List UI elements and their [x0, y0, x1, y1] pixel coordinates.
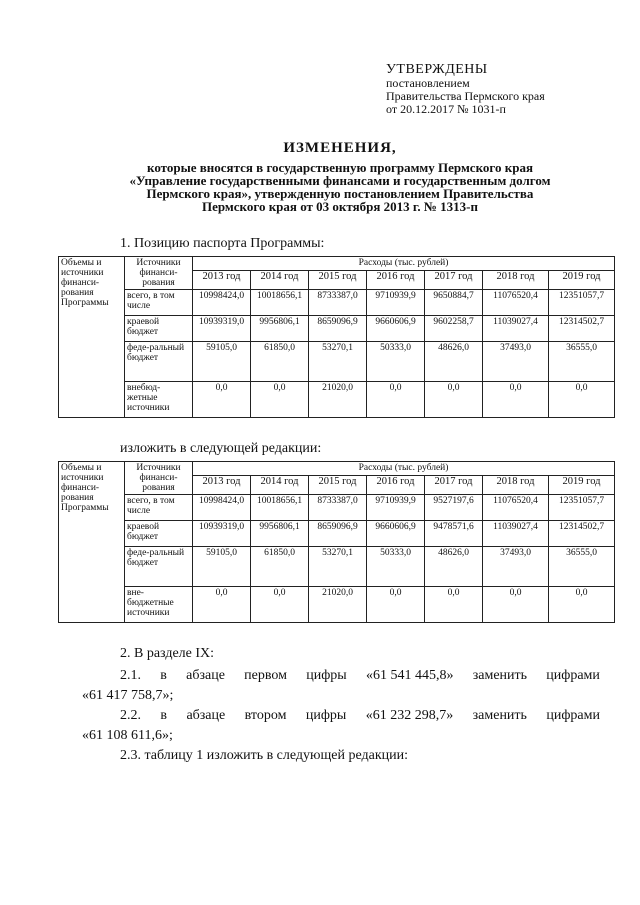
source-label: краевой бюджет — [125, 521, 193, 547]
value-cell: 9650884,7 — [425, 290, 483, 316]
value-cell: 10018656,1 — [251, 495, 309, 521]
year-header: 2014 год — [251, 476, 309, 495]
value-cell: 8733387,0 — [309, 495, 367, 521]
table-row — [59, 382, 615, 418]
year-header: 2013 год — [193, 271, 251, 290]
value-cell: 21020,0 — [309, 587, 367, 623]
word: цифры — [306, 668, 347, 683]
value-cell: 36555,0 — [549, 547, 615, 587]
value-cell: 9660606,9 — [367, 316, 425, 342]
value-cell: 53270,1 — [309, 547, 367, 587]
item-2-2-continued: «61 108 611,6»; — [82, 728, 173, 743]
year-header: 2017 год — [425, 476, 483, 495]
value-cell: 0,0 — [193, 382, 251, 418]
year-header: 2018 год — [483, 476, 549, 495]
subtitle-line: Пермского края от 03 октября 2013 г. № 1313-п — [202, 199, 478, 214]
word: «61 232 298,7» — [365, 708, 454, 723]
word: цифры — [305, 708, 347, 723]
value-cell: 0,0 — [483, 382, 549, 418]
value-cell: 9527197,6 — [425, 495, 483, 521]
year-header: 2018 год — [483, 271, 549, 290]
word: цифрами — [546, 668, 600, 683]
item-2-1-continued: «61 417 758,7»; — [82, 688, 174, 703]
sources-header: Источники финанси-рования — [125, 257, 193, 290]
table-row — [59, 495, 615, 521]
word: заменить — [472, 668, 528, 683]
word: в — [160, 668, 167, 683]
passport-table-new — [58, 461, 615, 623]
value-cell: 0,0 — [549, 382, 615, 418]
expenses-header: Расходы (тыс. рублей) — [193, 462, 615, 476]
word: заменить — [472, 708, 527, 723]
year-header: 2017 год — [425, 271, 483, 290]
subtitle-line: Пермского края», утвержденную постановлением Правительства — [146, 186, 534, 201]
table-row — [59, 290, 615, 316]
value-cell: 21020,0 — [309, 382, 367, 418]
value-cell: 59105,0 — [193, 342, 251, 382]
word: абзаце — [186, 708, 226, 723]
expenses-header: Расходы (тыс. рублей) — [193, 257, 615, 271]
value-cell: 0,0 — [425, 587, 483, 623]
value-cell: 36555,0 — [549, 342, 615, 382]
value-cell: 48626,0 — [425, 547, 483, 587]
document-subtitle — [60, 161, 620, 213]
value-cell: 0,0 — [483, 587, 549, 623]
source-label: всего, в том числе — [125, 495, 193, 521]
value-cell: 48626,0 — [425, 342, 483, 382]
value-cell: 11039027,4 — [483, 316, 549, 342]
source-label: феде-ральный бюджет — [125, 547, 193, 587]
value-cell: 12351057,7 — [549, 290, 615, 316]
year-header: 2015 год — [309, 476, 367, 495]
word: втором — [244, 708, 287, 723]
year-header: 2016 год — [367, 476, 425, 495]
approval-line: постановлением — [386, 76, 470, 90]
value-cell: 0,0 — [251, 587, 309, 623]
source-label: краевой бюджет — [125, 316, 193, 342]
year-header: 2019 год — [549, 271, 615, 290]
value-cell: 9956806,1 — [251, 316, 309, 342]
word: 2.1. — [120, 668, 141, 683]
value-cell: 9602258,7 — [425, 316, 483, 342]
table-row — [59, 521, 615, 547]
approval-block — [386, 62, 545, 116]
row-header: Объемы и источники финанси-рования Программы — [59, 462, 125, 623]
value-cell: 8659096,9 — [309, 521, 367, 547]
value-cell: 0,0 — [251, 382, 309, 418]
value-cell: 61850,0 — [251, 547, 309, 587]
word: в — [160, 708, 168, 723]
value-cell: 11076520,4 — [483, 290, 549, 316]
section-1-after: изложить в следующей редакции: — [120, 441, 322, 456]
item-2-3: 2.3. таблицу 1 изложить в следующей редакции: — [120, 748, 409, 763]
value-cell: 0,0 — [425, 382, 483, 418]
value-cell: 8659096,9 — [309, 316, 367, 342]
value-cell: 50333,0 — [367, 342, 425, 382]
value-cell: 61850,0 — [251, 342, 309, 382]
value-cell: 9478571,6 — [425, 521, 483, 547]
value-cell: 12314502,7 — [549, 316, 615, 342]
approval-date: от 20.12.2017 № 1031-п — [386, 102, 506, 116]
item-2-2 — [120, 708, 600, 724]
value-cell: 9710939,9 — [367, 290, 425, 316]
value-cell: 0,0 — [193, 587, 251, 623]
value-cell: 12351057,7 — [549, 495, 615, 521]
value-cell: 10018656,1 — [251, 290, 309, 316]
source-label: внебюд-жетные источники — [125, 382, 193, 418]
value-cell: 37493,0 — [483, 547, 549, 587]
year-header: 2014 год — [251, 271, 309, 290]
table-row — [59, 316, 615, 342]
value-cell: 11076520,4 — [483, 495, 549, 521]
section-1-heading: 1. Позицию паспорта Программы: — [120, 236, 325, 251]
document-title: ИЗМЕНЕНИЯ, — [283, 140, 397, 156]
value-cell: 12314502,7 — [549, 521, 615, 547]
value-cell: 50333,0 — [367, 547, 425, 587]
value-cell: 10998424,0 — [193, 495, 251, 521]
sources-header: Источники финанси-рования — [125, 462, 193, 495]
value-cell: 59105,0 — [193, 547, 251, 587]
table-row — [59, 342, 615, 382]
word: «61 541 445,8» — [365, 668, 454, 683]
word: цифрами — [546, 708, 600, 723]
subtitle-line: которые вносятся в государственную программу Пермского края — [147, 160, 533, 175]
value-cell: 37493,0 — [483, 342, 549, 382]
item-2-1 — [120, 668, 600, 684]
value-cell: 8733387,0 — [309, 290, 367, 316]
value-cell: 0,0 — [367, 587, 425, 623]
row-header: Объемы и источники финанси-рования Программы — [59, 257, 125, 418]
word: 2.2. — [120, 708, 141, 723]
value-cell: 10998424,0 — [193, 290, 251, 316]
subtitle-line: «Управление государственными финансами и государственным долгом — [129, 173, 551, 188]
approval-line: Правительства Пермского края — [386, 89, 545, 103]
value-cell: 53270,1 — [309, 342, 367, 382]
approved-label: УТВЕРЖДЕНЫ — [386, 62, 488, 77]
year-header: 2015 год — [309, 271, 367, 290]
value-cell: 0,0 — [367, 382, 425, 418]
section-2-heading: 2. В разделе IX: — [120, 646, 215, 661]
year-header: 2016 год — [367, 271, 425, 290]
source-label: всего, в том числе — [125, 290, 193, 316]
source-label: феде-ральный бюджет — [125, 342, 193, 382]
value-cell: 9660606,9 — [367, 521, 425, 547]
value-cell: 0,0 — [549, 587, 615, 623]
year-header: 2013 год — [193, 476, 251, 495]
table-row — [59, 547, 615, 587]
word: первом — [244, 668, 287, 683]
year-header: 2019 год — [549, 476, 615, 495]
word: абзаце — [186, 668, 225, 683]
table-row — [59, 587, 615, 623]
source-label: вне-бюджетные источники — [125, 587, 193, 623]
value-cell: 9956806,1 — [251, 521, 309, 547]
value-cell: 9710939,9 — [367, 495, 425, 521]
value-cell: 10939319,0 — [193, 521, 251, 547]
passport-table-old — [58, 256, 615, 418]
value-cell: 10939319,0 — [193, 316, 251, 342]
value-cell: 11039027,4 — [483, 521, 549, 547]
